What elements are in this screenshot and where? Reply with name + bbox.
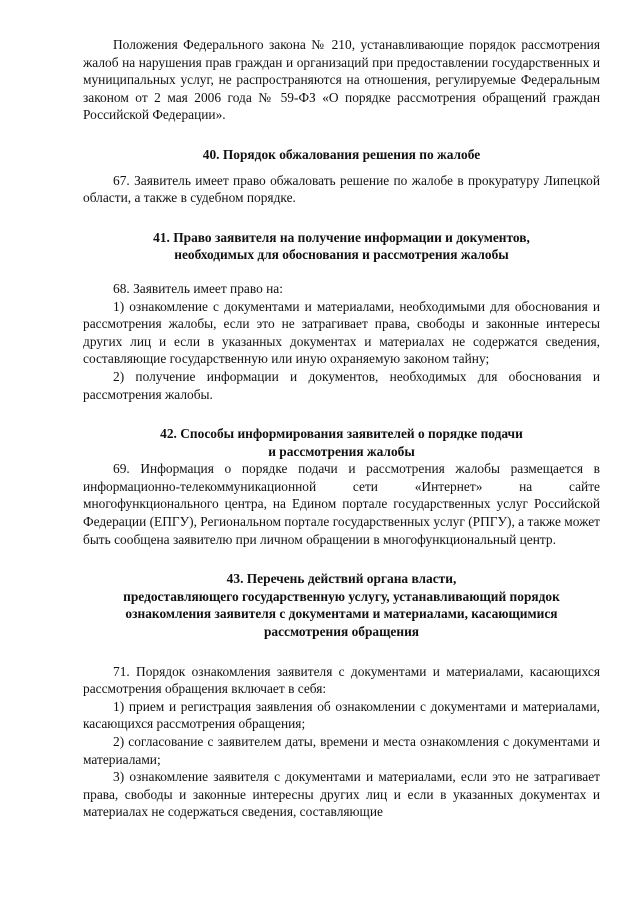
paragraph-71-item-1: 1) прием и регистрация заявления об ознакомлении с документами и материалами, касающихся рассмотрения обращения; <box>83 698 600 732</box>
paragraph-71-item-2: 2) согласование с заявителем даты, времени и места ознакомления с документами и материалами; <box>83 734 600 767</box>
paragraph-67: 67. Заявитель имеет право обжаловать решение по жалобе в прокуратуру Липецкой области, а также в судебном порядке. <box>83 172 600 206</box>
document-body <box>83 36 600 821</box>
section-43-heading-line-2: предоставляющего государственную услугу, устанавливающий порядок <box>123 588 560 604</box>
paragraph-69: 69. Информация о порядке подачи и рассмотрения жалобы размещается в информационно-телекоммуникационной сети «Интернет» на сайте многофункционального центра, на Едином портале государственных услуг Российской Федерации (ЕПГУ), Региональном портале государственных услуг (РПГУ), а также может быть сообщена заявителю при личном обращении в многофункциональный центр. <box>83 461 600 547</box>
intro-paragraph: Положения Федерального закона № 210, устанавливающие порядок рассмотрения жалоб на нарушения прав граждан и организаций при предоставлении государственных и муниципальных услуг, не распространяются на отношения, регулируемые Федеральным законом от 2 мая 2006 года № 59-ФЗ «О порядке рассмотрения обращений граждан Российской Федерации». <box>83 37 600 123</box>
section-43-heading-line-1: 43. Перечень действий органа власти, <box>226 571 457 587</box>
section-41-heading <box>83 229 600 264</box>
section-40-heading: 40. Порядок обжалования решения по жалобе <box>202 146 481 162</box>
section-43-heading-line-3: ознакомления заявителя с документами и материалами, касающимися <box>125 606 558 622</box>
paragraph-68-item-2: 2) получение информации и документов, необходимых для обоснования и рассмотрения жалобы. <box>83 368 600 402</box>
paragraph-71: 71. Порядок ознакомления заявителя с документами и материалами, касающихся рассмотрения обращения включает в себя: <box>83 663 600 697</box>
paragraph-71-item-3: 3) ознакомление заявителя с документами и материалами, если это не затрагивает права, свободы и законные интересны других лиц и если в указанных документах и материалах не содержаться сведения, составляющие <box>83 769 600 820</box>
paragraph-68: 68. Заявитель имеет право на: <box>113 280 283 296</box>
paragraph-68-item-1: 1) ознакомление с документами и материалами, необходимыми для обоснования и рассмотрения жалобы, если это не затрагивает права, свободы и законные интересы других лиц и если в указанных документах и материалах не содержатся сведения, составляющие государственную или иную охраняемую законом тайну; <box>83 298 600 367</box>
section-41-heading-line-2: необходимых для обоснования и рассмотрения жалобы <box>174 247 509 263</box>
section-42-heading <box>83 425 600 460</box>
section-43-heading-line-4: рассмотрения обращения <box>263 624 420 640</box>
section-42-heading-line-2: и рассмотрения жалобы <box>268 443 415 459</box>
section-42-heading-line-1: 42. Способы информирования заявителей о порядке подачи <box>160 426 523 442</box>
section-43-heading <box>83 570 600 640</box>
section-41-heading-line-1: 41. Право заявителя на получение информации и документов, <box>153 229 530 245</box>
